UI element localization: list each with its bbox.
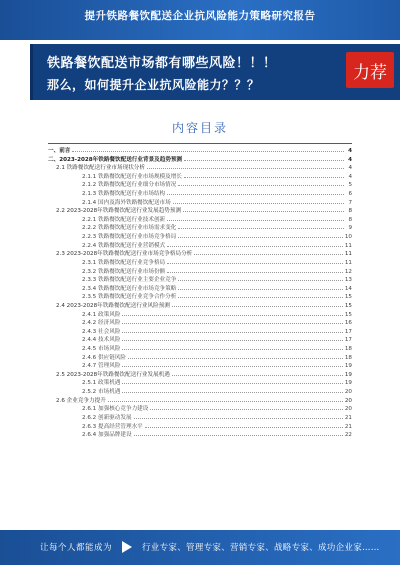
toc-entry[interactable] — [48, 397, 352, 406]
toc-leader-dots — [108, 397, 343, 402]
toc-entry-page: 7 — [348, 199, 352, 206]
toc-entry-label: 2.3.4 铁路餐饮配送行业市场竞争策略 — [82, 285, 177, 292]
top-header-bar — [0, 0, 400, 40]
toc-entry-label: 2.4.5 市场风险 — [82, 346, 121, 353]
toc-entry[interactable] — [48, 311, 352, 320]
report-title: 提升铁路餐饮配送企业抗风险能力策略研究报告 — [84, 10, 316, 22]
toc-entry-page: 9 — [348, 225, 352, 232]
toc-leader-dots — [194, 250, 343, 255]
toc-entry-label: 一、前言 — [48, 148, 71, 154]
toc-entry[interactable] — [48, 319, 352, 328]
toc-entry-label: 2.6.1 加强核心竞争力建设 — [82, 406, 149, 413]
toc-entry[interactable] — [48, 371, 352, 380]
toc-entry-page: 11 — [344, 251, 352, 258]
toc-leader-dots — [172, 371, 343, 376]
promo-banner — [30, 44, 400, 100]
toc-entry-page: 20 — [344, 397, 352, 404]
toc-entry-page: 10 — [344, 234, 352, 241]
toc-entry-page: 17 — [344, 328, 352, 335]
toc-entry-label: 2.5.1 政策机遇 — [82, 380, 121, 387]
toc-entry-page: 19 — [344, 380, 352, 387]
toc-entry[interactable] — [48, 233, 352, 242]
toc-entry-page: 19 — [344, 371, 352, 378]
toc-leader-dots — [147, 164, 344, 169]
toc-entry-label: 2.4.2 经济风险 — [82, 320, 121, 327]
footer-lead: 让每个人都能成为 — [40, 543, 113, 553]
toc-entry-page: 15 — [344, 294, 352, 301]
toc-entry-label: 2.4.4 技术风险 — [82, 337, 121, 344]
toc-entry[interactable] — [48, 242, 352, 251]
toc-leader-dots — [122, 388, 342, 393]
toc-entry-page: 13 — [344, 277, 352, 284]
toc-leader-dots — [72, 147, 344, 152]
toc-entry-label: 二、2023-2028年铁路餐饮配送行业背景及趋势预测 — [48, 156, 183, 163]
toc-leader-dots — [184, 173, 344, 178]
toc-entry-label: 2.3.5 铁路餐饮配送行业竞争合作分析 — [82, 294, 177, 301]
toc-entry[interactable] — [48, 285, 352, 294]
toc-entry-page: 20 — [344, 389, 352, 396]
toc-leader-dots — [128, 354, 343, 359]
toc-leader-dots — [178, 293, 343, 298]
toc-entry[interactable] — [48, 431, 352, 440]
toc-entry-label: 2.3 2023-2028年铁路餐饮配送行业市场竞争格局分析 — [56, 251, 193, 258]
toc-leader-dots — [167, 242, 343, 247]
toc-entry-page: 22 — [344, 432, 352, 439]
toc-entry-page: 5 — [348, 182, 352, 189]
toc-entry-page: 11 — [344, 242, 352, 249]
toc-entry[interactable] — [48, 250, 352, 259]
toc-leader-dots — [183, 207, 344, 212]
banner-title: 铁路餐饮配送市场都有哪些风险！！！ — [47, 56, 277, 71]
toc-entry-label: 2.3.1 铁路餐饮配送行业竞争格局 — [82, 259, 166, 266]
toc-entry-label: 2.6.4 加强品牌建设 — [82, 432, 132, 439]
toc-entry-page: 19 — [344, 363, 352, 370]
toc-leader-dots — [178, 276, 343, 281]
toc-entry[interactable] — [48, 173, 352, 182]
toc-divider — [48, 143, 352, 144]
toc-leader-dots — [150, 405, 343, 410]
toc-leader-dots — [167, 190, 344, 195]
toc-entry[interactable] — [48, 354, 352, 363]
toc-entry[interactable] — [48, 302, 352, 311]
toc-entry[interactable] — [48, 259, 352, 268]
toc-entry[interactable] — [48, 199, 352, 208]
toc-entry-label: 2.2.2 铁路餐饮配送行业市场需求变化 — [82, 225, 177, 232]
toc-leader-dots — [122, 345, 342, 350]
toc-entry-label: 2.4.3 社会风险 — [82, 328, 121, 335]
toc-entry-page: 4 — [348, 156, 352, 163]
toc-leader-dots — [167, 216, 344, 221]
toc-leader-dots — [122, 311, 342, 316]
toc-leader-dots — [173, 199, 344, 204]
toc-entry[interactable] — [48, 181, 352, 190]
toc-entry-label: 2.6.3 提高经营管理水平 — [82, 423, 143, 430]
toc-entry[interactable] — [48, 336, 352, 345]
toc-leader-dots — [122, 319, 342, 324]
toc-entry-page: 4 — [348, 173, 352, 180]
toc-entry[interactable] — [48, 379, 352, 388]
toc-entry[interactable] — [48, 207, 352, 216]
toc-entry-page: 15 — [344, 311, 352, 318]
toc-entry[interactable] — [48, 268, 352, 277]
toc-entry-label: 2.2.1 铁路餐饮配送行业技术创新 — [82, 216, 166, 223]
toc-leader-dots — [122, 328, 342, 333]
toc-entry-page: 12 — [344, 268, 352, 275]
table-of-contents — [48, 147, 352, 440]
toc-entry-page: 8 — [348, 208, 352, 215]
toc-entry-page: 18 — [344, 346, 352, 353]
toc-entry-page: 14 — [344, 285, 352, 292]
toc-entry[interactable] — [48, 224, 352, 233]
toc-entry-page: 17 — [344, 337, 352, 344]
toc-entry-label: 2.5 2023-2028年铁路餐饮配送行业发展机遇 — [56, 371, 170, 378]
toc-entry[interactable] — [48, 405, 352, 414]
toc-entry-label: 2.2 2023-2028年铁路餐饮配送行业发展趋势预测 — [56, 208, 182, 215]
toc-entry-label: 2.2.4 铁路餐饮配送行业营销模式 — [82, 242, 166, 249]
toc-leader-dots — [122, 362, 342, 367]
toc-entry-page: 20 — [344, 406, 352, 413]
toc-entry-page: 4 — [348, 165, 352, 172]
toc-entry-label: 2.1.2 铁路餐饮配送行业细分市场情况 — [82, 182, 177, 189]
toc-leader-dots — [167, 259, 343, 264]
toc-leader-dots — [122, 336, 342, 341]
toc-entry-page: 16 — [344, 320, 352, 327]
toc-entry-page: 21 — [344, 423, 352, 430]
toc-entry-label: 2.6.2 创新驱动发展 — [82, 414, 132, 421]
toc-entry-page: 18 — [344, 354, 352, 361]
toc-entry-page: 15 — [344, 302, 352, 309]
toc-entry[interactable] — [48, 147, 352, 156]
toc-leader-dots — [145, 423, 343, 428]
toc-entry-label: 2.4.6 供应链风险 — [82, 354, 126, 361]
toc-entry-page: 11 — [344, 259, 352, 266]
toc-entry-label: 2.1 铁路餐饮配送行业市场现状分析 — [56, 165, 145, 172]
toc-entry-label: 2.3.2 铁路餐饮配送行业市场份额 — [82, 268, 166, 275]
toc-entry[interactable] — [48, 293, 352, 302]
toc-entry-label: 2.6 企业竞争力提升 — [56, 397, 106, 404]
toc-entry[interactable] — [48, 414, 352, 423]
toc-entry-page: 6 — [348, 191, 352, 198]
toc-entry-label: 2.1.4 国内及海外铁路餐饮配送市场 — [82, 199, 171, 206]
banner-subtitle: 那么，如何提升企业抗风险能力？？？ — [47, 78, 260, 92]
toc-leader-dots — [178, 181, 344, 186]
toc-entry-label: 2.4 2023-2028年铁路餐饮配送行业风险预测 — [56, 302, 170, 309]
toc-entry[interactable] — [48, 216, 352, 225]
toc-entry[interactable] — [48, 164, 352, 173]
toc-entry[interactable] — [48, 190, 352, 199]
toc-entry[interactable] — [48, 423, 352, 432]
toc-entry[interactable] — [48, 328, 352, 337]
toc-entry-page: 8 — [348, 216, 352, 223]
toc-entry[interactable] — [48, 276, 352, 285]
toc-entry-label: 2.3.3 铁路餐饮配送行业主要企业竞争 — [82, 277, 177, 284]
toc-entry-page: 4 — [348, 148, 352, 154]
toc-entry-label: 2.2.3 铁路餐饮配送行业市场竞争格局 — [82, 234, 177, 241]
toc-leader-dots — [134, 414, 343, 419]
toc-leader-dots — [172, 302, 343, 307]
toc-leader-dots — [122, 379, 342, 384]
toc-leader-dots — [184, 156, 344, 161]
recommend-badge: 力荐 — [346, 52, 394, 88]
footer-text: 行业专家、管理专家、营销专家、战略专家、成功企业家…… — [142, 543, 380, 553]
toc-leader-dots — [178, 224, 344, 229]
toc-entry[interactable] — [48, 345, 352, 354]
toc-leader-dots — [167, 268, 343, 273]
toc-entry[interactable] — [48, 156, 352, 165]
footer-bar — [0, 530, 400, 565]
toc-entry-label: 2.1.3 铁路餐饮配送行业市场结构 — [82, 191, 166, 198]
toc-entry-page: 21 — [344, 414, 352, 421]
toc-entry-label: 2.1.1 铁路餐饮配送行业市场规模及增长 — [82, 173, 182, 180]
toc-entry[interactable] — [48, 388, 352, 397]
toc-entry-label: 2.5.2 市场机遇 — [82, 389, 121, 396]
toc-entry[interactable] — [48, 362, 352, 371]
toc-entry-label: 2.4.7 管理风险 — [82, 363, 121, 370]
toc-leader-dots — [134, 431, 343, 436]
toc-leader-dots — [178, 233, 343, 238]
toc-heading: 内容目录 — [171, 121, 228, 135]
toc-leader-dots — [178, 285, 343, 290]
arrow-right-icon — [122, 541, 132, 553]
toc-entry-label: 2.4.1 政策风险 — [82, 311, 121, 318]
